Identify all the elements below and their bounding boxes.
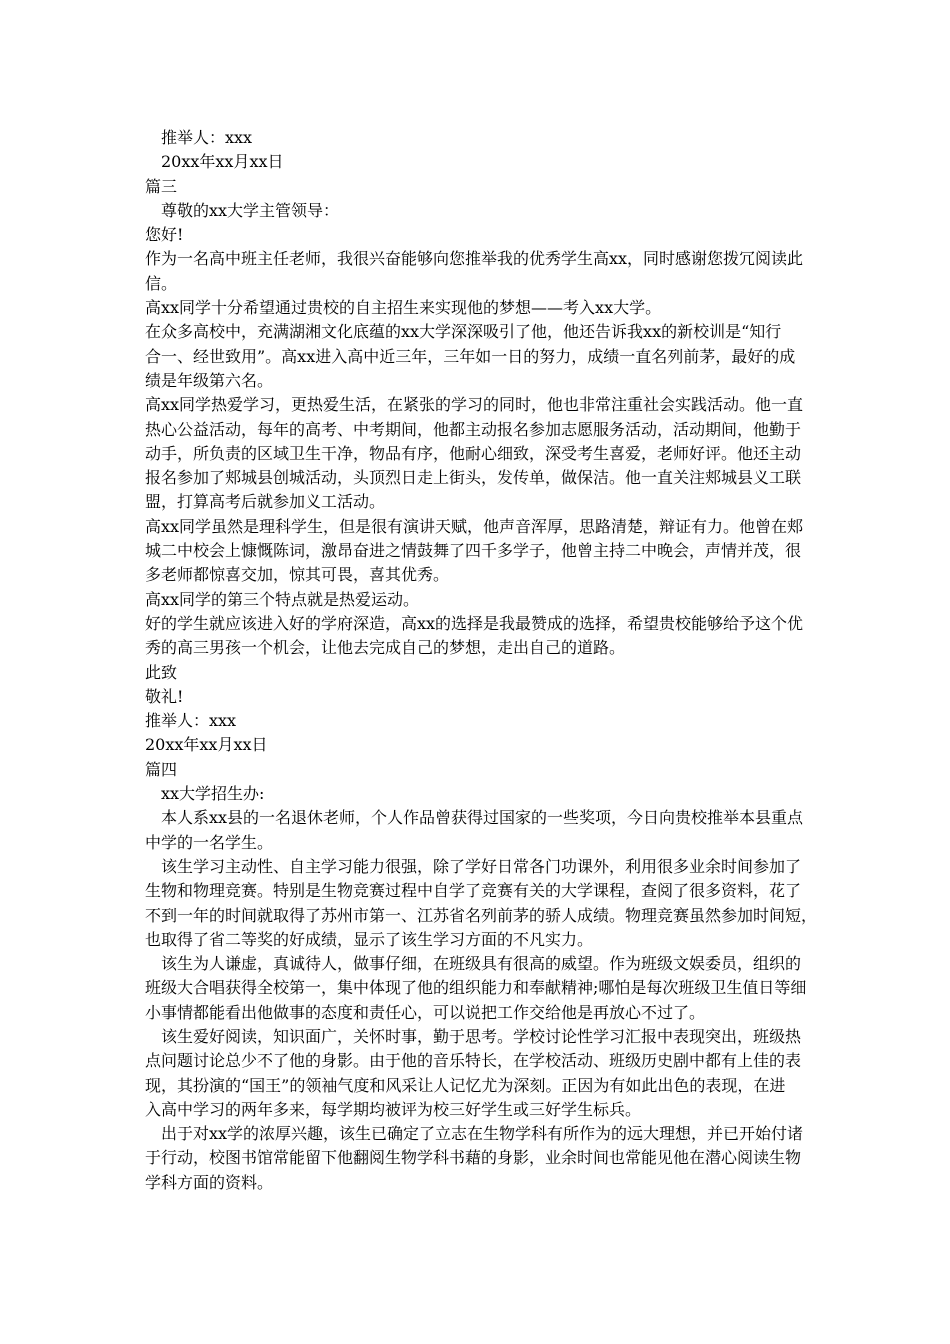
- paragraph-line: 高xx同学的第三个特点就是热爱运动。: [145, 589, 420, 609]
- paragraph-line: 生物和物理竞赛。特别是生物竞赛过程中自学了竞赛有关的大学课程，查阅了很多资料，花了: [145, 881, 802, 901]
- closing-line: 此致: [145, 662, 178, 682]
- paragraph-line: 热心公益活动，每年的高考、中考期间，他都主动报名参加志愿服务活动，活动期间，他勤于: [145, 419, 802, 439]
- paragraph-line: 高xx同学热爱学习，更热爱生活，在紧张的学习的同时，他也非常注重社会实践活动。他一直: [145, 395, 804, 415]
- paragraph-line: 城二中校会上慷慨陈词，激昂奋进之情鼓舞了四千多学子，他曾主持二中晚会，声情并茂，很: [145, 541, 802, 561]
- paragraph-line: 本人系xx县的一名退休老师，个人作品曾获得过国家的一些奖项，今日向贵校推举本县重点: [161, 808, 804, 828]
- paragraph-line: 该生为人谦虚，真诚待人，做事仔细，在班级具有很高的威望。作为班级文娱委员，组织的: [161, 954, 802, 974]
- closing-line: 敬礼!: [145, 686, 184, 706]
- paragraph-line: 该生爱好阅读，知识面广，关怀时事，勤于思考。学校讨论性学习汇报中表现突出，班级热: [161, 1026, 802, 1046]
- paragraph-line: 出于对xx学的浓厚兴趣，该生已确定了立志在生物学科有所作为的远大理想，并已开始付诸: [161, 1124, 804, 1144]
- section-heading-3: 篇三: [145, 176, 178, 196]
- paragraph-line: 多老师都惊喜交加，惊其可畏，喜其优秀。: [145, 565, 450, 585]
- paragraph-line: 作为一名高中班主任老师，我很兴奋能够向您推举我的优秀学生高xx，同时感谢您拨冗阅读此: [145, 249, 804, 269]
- paragraph-line: 好的学生就应该进入好的学府深造，高xx的选择是我最赞成的选择，希望贵校能够给予这个优: [145, 613, 804, 633]
- paragraph-line: 入高中学习的两年多来，每学期均被评为校三好学生或三好学生标兵。: [145, 1099, 642, 1119]
- paragraph-line: 学科方面的资料。: [145, 1172, 274, 1192]
- paragraph-line: 在众多高校中，充满湖湘文化底蕴的xx大学深深吸引了他，他还告诉我xx的新校训是“知行: [145, 322, 782, 342]
- paragraph-line: 于行动，校图书馆常能留下他翻阅生物学科书藉的身影，业余时间也常能见他在潜心阅读生物: [145, 1148, 802, 1168]
- date-line: 20xx年xx月xx日: [145, 735, 268, 755]
- paragraph-line: 秀的高三男孩一个机会，让他去完成自己的梦想，走出自己的道路。: [145, 638, 626, 658]
- paragraph-line: 绩是年级第六名。: [145, 370, 274, 390]
- paragraph-line: 高xx同学十分希望通过贵校的自主招生来实现他的梦想——考入xx大学。: [145, 298, 662, 318]
- paragraph-line: 现，其扮演的“国王”的领袖气度和风采让人记忆尤为深刻。正因为有如此出色的表现，在进: [145, 1075, 786, 1095]
- paragraph-line: 高xx同学虽然是理科学生，但是很有演讲天赋，他声音浑厚，思路清楚，辩证有力。他曾在郏: [145, 516, 804, 536]
- paragraph-line: 动手，所负责的区域卫生干净，物品有序，他耐心细致，深受考生喜爱，老师好评。他还主动: [145, 443, 802, 463]
- paragraph-line: 报名参加了郏城县创城活动，头顶烈日走上街头，发传单，做保洁。他一直关注郏城县义工联: [145, 468, 802, 488]
- paragraph-line: 不到一年的时间就取得了苏州市第一、江苏省名列前茅的骄人成绩。物理竞赛虽然参加时间短，: [145, 905, 818, 925]
- section-heading-4: 篇四: [145, 759, 178, 779]
- paragraph-line: 小事情都能看出他做事的态度和责任心，可以说把工作交给他是再放心不过了。: [145, 1002, 706, 1022]
- recommender-line: 推举人：xxx: [145, 711, 237, 731]
- paragraph-line: 中学的一名学生。: [145, 832, 274, 852]
- salutation: 尊敬的xx大学主管领导：: [161, 200, 340, 220]
- greeting: 您好!: [145, 225, 184, 245]
- salutation: xx大学招生办:: [161, 784, 265, 804]
- paragraph-line: 班级大合唱获得全校第一，集中体现了他的组织能力和奉献精神;哪怕是每次班级卫生值日等细: [145, 978, 807, 998]
- paragraph-line: 也取得了省二等奖的好成绩，显示了该生学习方面的不凡实力。: [145, 929, 594, 949]
- paragraph-line: 盟，打算高考后就参加义工活动。: [145, 492, 386, 512]
- document-body: [145, 126, 818, 1195]
- paragraph-line: 该生学习主动性、自主学习能力很强，除了学好日常各门功课外，利用很多业余时间参加了: [161, 856, 802, 876]
- paragraph-line: 信。: [145, 273, 178, 293]
- paragraph-line: 合一、经世致用”。高xx进入高中近三年，三年如一日的努力，成绩一直名列前茅，最好的成: [145, 346, 796, 366]
- paragraph-line: 点问题讨论总少不了他的身影。由于他的音乐特长，在学校活动、班级历史剧中都有上佳的表: [145, 1051, 802, 1071]
- date-line: 20xx年xx月xx日: [161, 152, 284, 172]
- recommender-line: 推举人：xxx: [161, 128, 253, 147]
